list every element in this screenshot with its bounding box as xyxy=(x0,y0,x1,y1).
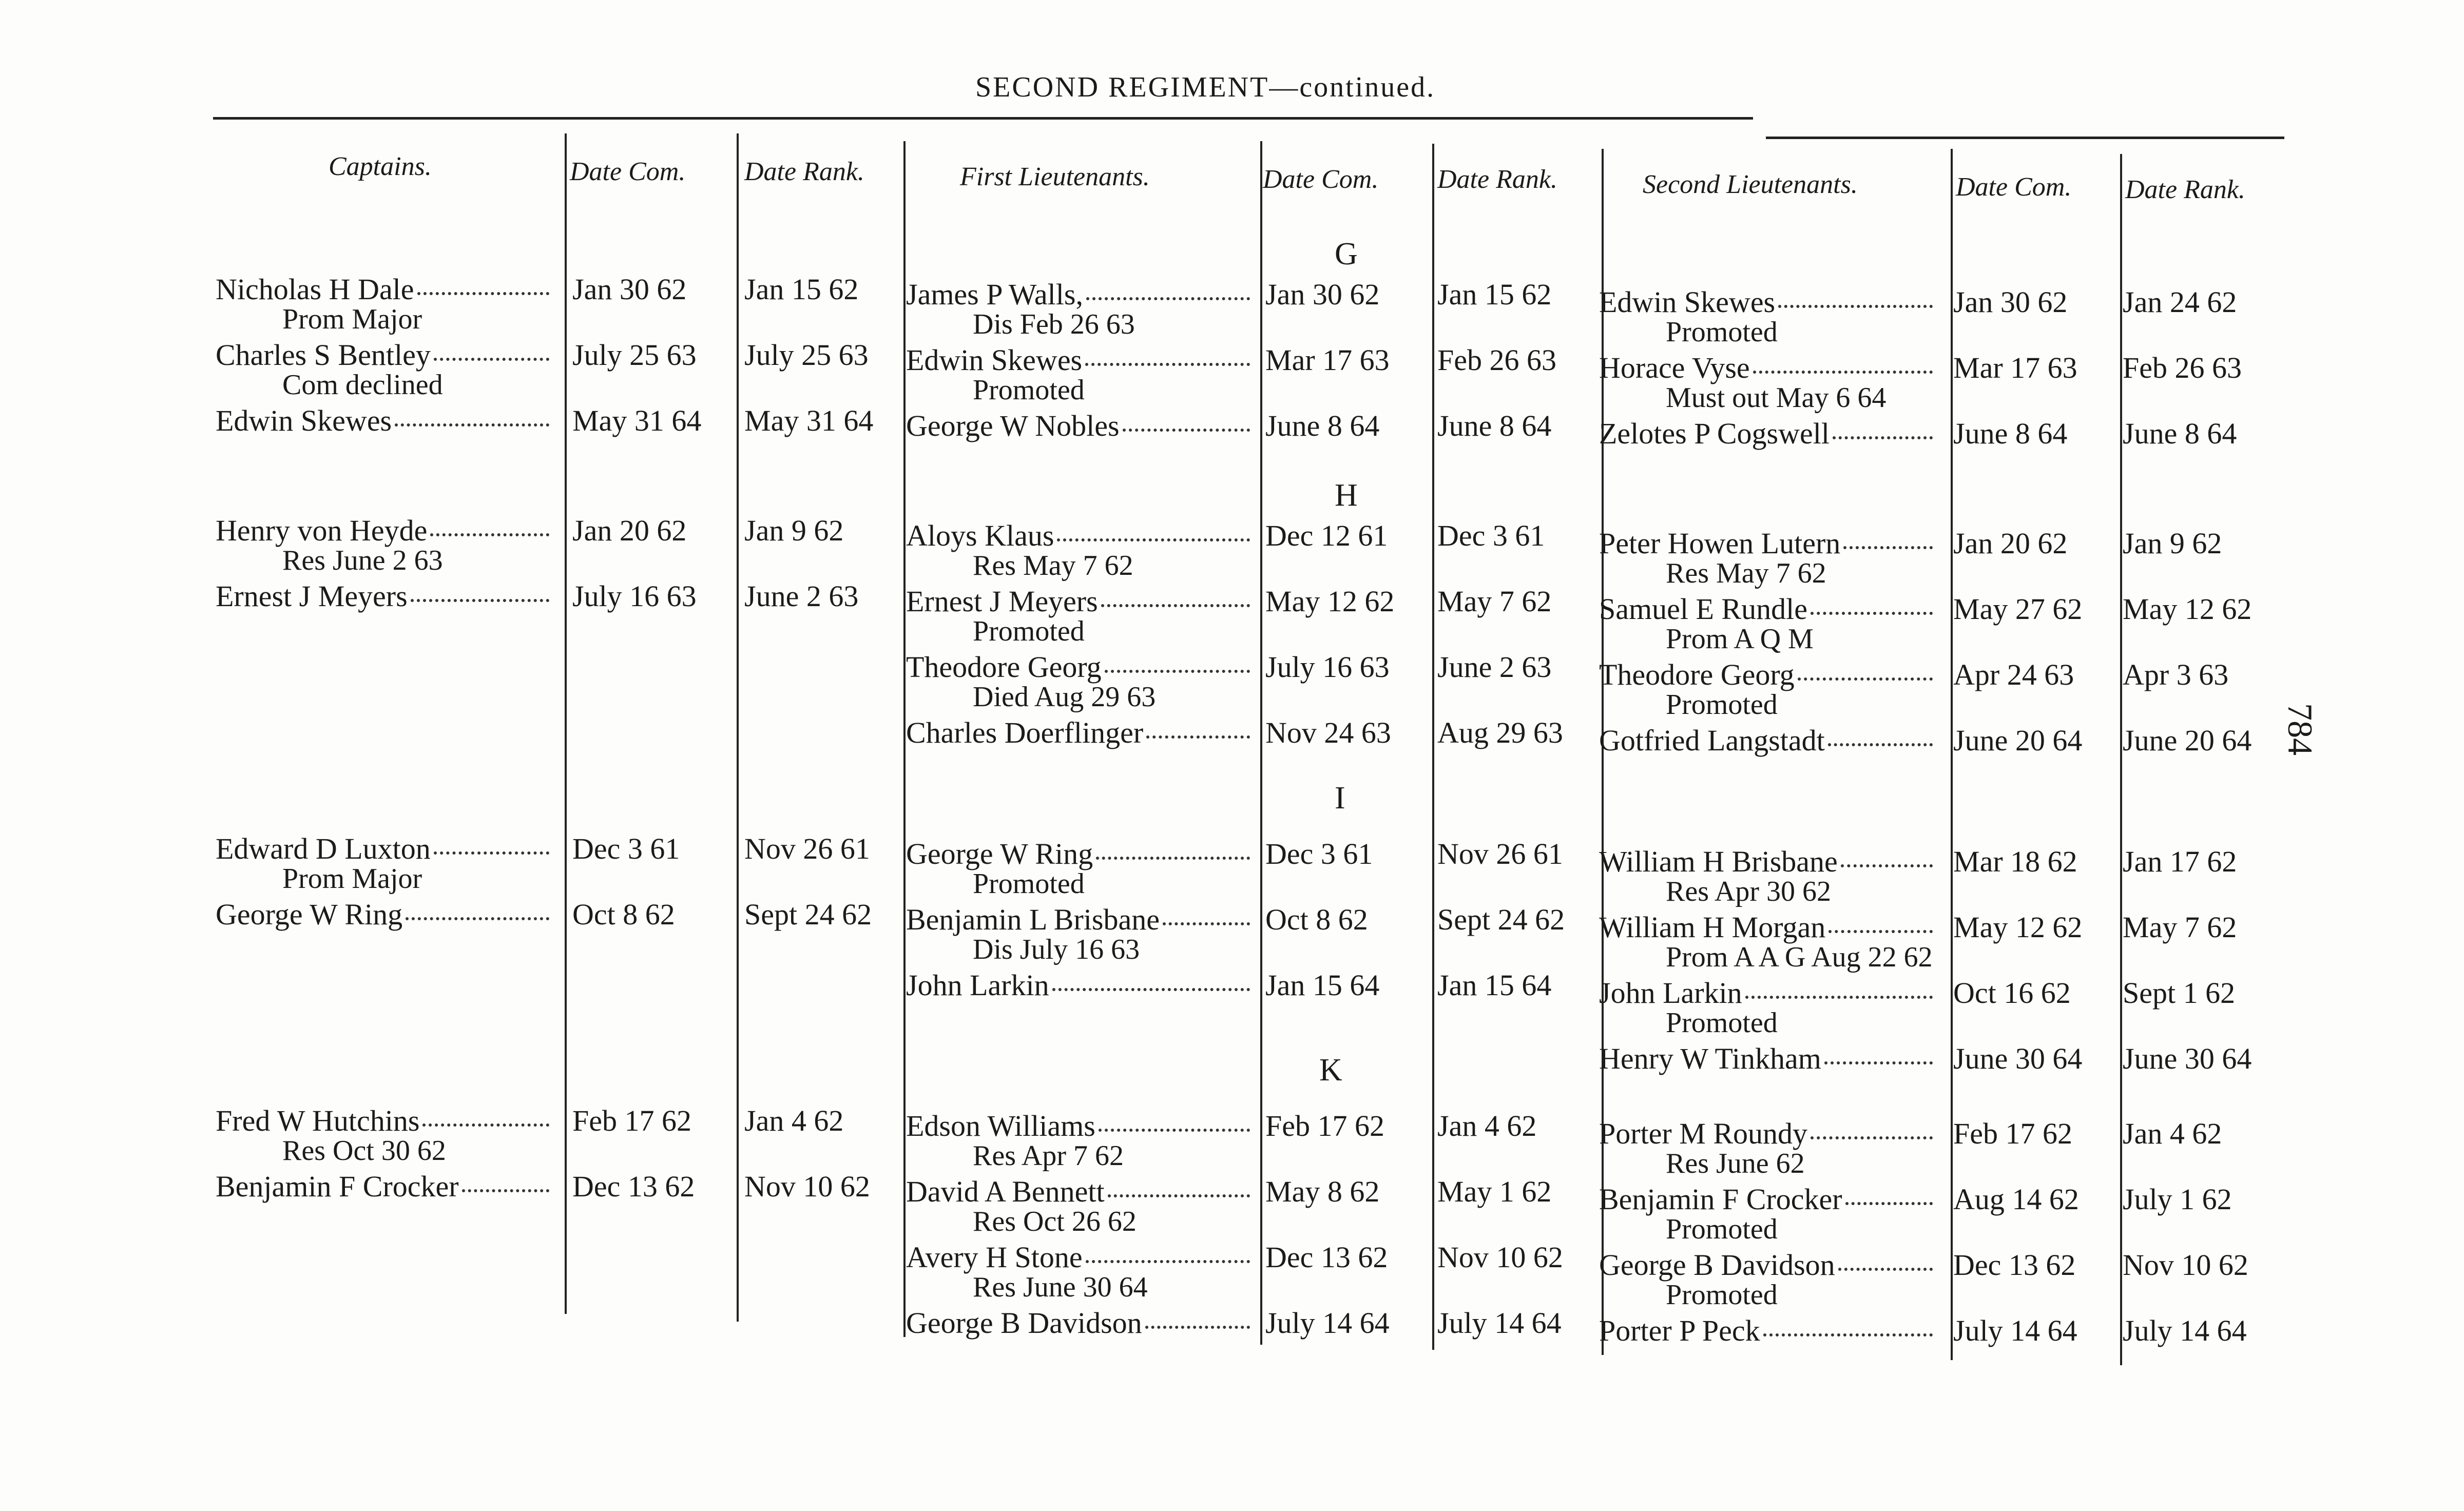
roster-name xyxy=(216,579,549,613)
column-header: First Lieutenants. xyxy=(960,162,1150,191)
date-rank: Sept 1 62 xyxy=(2123,976,2236,1010)
dot-leader xyxy=(1841,864,1933,867)
officer-note: Promoted xyxy=(1666,1279,1778,1311)
officer-name: George W Nobles xyxy=(906,409,1120,442)
roster-name xyxy=(906,518,1250,553)
date-rank: June 2 63 xyxy=(1437,650,1552,684)
dot-leader xyxy=(434,358,549,361)
officer-note: Res May 7 62 xyxy=(1666,557,1826,589)
dot-leader xyxy=(1753,371,1933,374)
dot-leader xyxy=(417,292,549,295)
date-commission: July 14 64 xyxy=(1265,1306,1390,1340)
column-header: Date Com. xyxy=(1263,165,1379,194)
officer-name: Charles S Bentley xyxy=(216,338,431,372)
officer-note: Prom Major xyxy=(282,863,422,895)
roster-name xyxy=(1599,285,1933,319)
dot-leader xyxy=(1123,429,1250,432)
officer-name: Avery H Stone xyxy=(906,1241,1083,1274)
date-commission: Jan 20 62 xyxy=(1953,527,2068,560)
column-header: Date Com. xyxy=(570,157,686,186)
officer-note: Dis July 16 63 xyxy=(973,934,1140,965)
date-commission: Jan 15 64 xyxy=(1265,968,1380,1002)
column-rule xyxy=(2120,154,2122,1365)
date-rank: Aug 29 63 xyxy=(1437,716,1563,749)
officer-name: George W Ring xyxy=(216,898,403,931)
date-commission: Oct 8 62 xyxy=(1265,903,1368,936)
roster-name xyxy=(906,715,1250,750)
officer-name: John Larkin xyxy=(1599,976,1742,1010)
date-rank: May 12 62 xyxy=(2123,592,2252,626)
date-rank: Jan 9 62 xyxy=(744,514,844,547)
column-header: Date Com. xyxy=(1956,172,2072,202)
officer-name: George B Davidson xyxy=(1599,1248,1835,1282)
date-rank: May 31 64 xyxy=(744,404,874,437)
roster-name xyxy=(216,831,549,866)
date-rank: June 20 64 xyxy=(2123,724,2252,757)
officer-note: Res May 7 62 xyxy=(973,550,1133,582)
officer-note: Promoted xyxy=(1666,689,1778,721)
column-rule xyxy=(565,133,567,1314)
date-commission: July 16 63 xyxy=(572,579,697,613)
date-rank: May 7 62 xyxy=(2123,911,2237,944)
column-header: Date Rank. xyxy=(1437,165,1557,194)
officer-note: Com declined xyxy=(282,369,443,401)
officer-name: David A Bennett xyxy=(906,1175,1105,1208)
roster-name xyxy=(906,409,1250,443)
date-rank: Jan 4 62 xyxy=(744,1104,844,1137)
date-rank: Apr 3 63 xyxy=(2123,658,2229,691)
date-commission: Feb 17 62 xyxy=(1265,1109,1384,1142)
dot-leader xyxy=(1145,1326,1250,1329)
date-commission: Jan 30 62 xyxy=(1953,285,2068,319)
dot-leader xyxy=(1099,1129,1250,1132)
roster-name xyxy=(1599,1313,1933,1348)
dot-leader xyxy=(1811,612,1933,615)
roster-name xyxy=(1599,416,1933,451)
officer-name: George B Davidson xyxy=(906,1306,1142,1340)
dot-leader xyxy=(1108,1194,1250,1197)
officer-name: William H Brisbane xyxy=(1599,845,1838,878)
dot-leader xyxy=(462,1189,549,1192)
date-commission: June 30 64 xyxy=(1953,1042,2083,1075)
roster-name xyxy=(1599,1248,1933,1282)
officer-note: Promoted xyxy=(1666,316,1778,348)
officer-note: Res June 30 64 xyxy=(973,1271,1148,1303)
page-number: 784 xyxy=(2281,703,2320,756)
company-letter: I xyxy=(1335,781,1345,816)
dot-leader xyxy=(1845,1202,1933,1205)
date-commission: June 8 64 xyxy=(1953,417,2068,450)
date-commission: June 8 64 xyxy=(1265,409,1380,442)
officer-name: Ernest J Meyers xyxy=(906,585,1098,618)
date-rank: Nov 10 62 xyxy=(1437,1241,1563,1274)
officer-note: Res June 2 63 xyxy=(282,545,443,576)
roster-name xyxy=(906,1240,1250,1274)
roster-name xyxy=(216,1169,549,1204)
date-rank: Nov 26 61 xyxy=(1437,837,1563,870)
officer-name: John Larkin xyxy=(906,968,1049,1002)
date-rank: Sept 24 62 xyxy=(744,898,872,931)
date-commission: Apr 24 63 xyxy=(1953,658,2074,691)
roster-name xyxy=(1599,910,1933,944)
date-commission: Mar 17 63 xyxy=(1953,351,2077,384)
date-rank: Jan 17 62 xyxy=(2123,845,2237,878)
officer-name: Zelotes P Cogswell xyxy=(1599,417,1830,450)
officer-note: Res Oct 26 62 xyxy=(973,1206,1137,1237)
dot-leader xyxy=(1798,677,1933,681)
dot-leader xyxy=(1824,1061,1933,1064)
dot-leader xyxy=(1843,546,1933,549)
officer-name: Edson Williams xyxy=(906,1109,1095,1142)
date-commission: Jan 30 62 xyxy=(1265,278,1380,311)
date-commission: Oct 8 62 xyxy=(572,898,675,931)
date-rank: Jan 15 62 xyxy=(1437,278,1552,311)
date-commission: July 25 63 xyxy=(572,338,697,372)
dot-leader xyxy=(1101,604,1250,607)
officer-note: Dis Feb 26 63 xyxy=(973,308,1135,340)
column-header: Second Lieutenants. xyxy=(1643,170,1858,199)
date-rank: July 14 64 xyxy=(1437,1306,1562,1340)
date-rank: Dec 3 61 xyxy=(1437,519,1545,552)
roster-name xyxy=(906,343,1250,377)
roster-name xyxy=(1599,1041,1933,1076)
roster-name xyxy=(1599,976,1933,1010)
officer-name: Nicholas H Dale xyxy=(216,273,414,306)
column-header: Date Rank. xyxy=(744,157,864,186)
dot-leader xyxy=(1096,857,1250,860)
date-commission: Dec 3 61 xyxy=(572,832,680,865)
dot-leader xyxy=(1838,1268,1933,1271)
header-top-rule xyxy=(213,117,1753,120)
officer-note: Must out May 6 64 xyxy=(1666,382,1886,414)
roster-name xyxy=(906,837,1250,871)
officer-name: Edwin Skewes xyxy=(216,404,392,437)
dot-leader xyxy=(1052,988,1250,991)
roster-name xyxy=(1599,723,1933,758)
column-header: Date Rank. xyxy=(2125,175,2245,204)
company-letter: G xyxy=(1335,237,1358,272)
date-commission: Mar 17 63 xyxy=(1265,343,1390,377)
officer-name: Gotfried Langstadt xyxy=(1599,724,1825,757)
roster-name xyxy=(906,1174,1250,1209)
officer-name: Benjamin L Brisbane xyxy=(906,903,1160,936)
date-rank: Jan 15 64 xyxy=(1437,968,1552,1002)
company-letter: K xyxy=(1319,1053,1342,1088)
officer-note: Promoted xyxy=(973,868,1085,900)
roster-name xyxy=(216,513,549,548)
officer-name: Benjamin F Crocker xyxy=(1599,1183,1842,1216)
column-header: Captains. xyxy=(329,152,432,181)
date-commission: Mar 18 62 xyxy=(1953,845,2077,878)
date-commission: Dec 13 62 xyxy=(1265,1241,1388,1274)
date-rank: Jan 24 62 xyxy=(2123,285,2237,319)
date-commission: Nov 24 63 xyxy=(1265,716,1391,749)
officer-note: Prom Major xyxy=(282,303,422,335)
dot-leader xyxy=(395,423,549,427)
roster-name xyxy=(1599,844,1933,879)
roster-name xyxy=(906,584,1250,618)
roster-name xyxy=(1599,657,1933,692)
date-rank: June 8 64 xyxy=(2123,417,2237,450)
date-commission: May 27 62 xyxy=(1953,592,2083,626)
officer-note: Prom A A G Aug 22 62 xyxy=(1666,941,1933,973)
date-rank: Jan 4 62 xyxy=(1437,1109,1537,1142)
officer-name: James P Walls, xyxy=(906,278,1083,311)
dot-leader xyxy=(1086,297,1250,300)
officer-name: Porter P Peck xyxy=(1599,1314,1760,1347)
roster-name xyxy=(906,1306,1250,1340)
officer-note: Died Aug 29 63 xyxy=(973,681,1156,713)
date-rank: June 8 64 xyxy=(1437,409,1552,442)
dot-leader xyxy=(1778,305,1933,308)
date-rank: Jan 4 62 xyxy=(2123,1117,2222,1150)
roster-name xyxy=(1599,526,1933,560)
dot-leader xyxy=(1057,538,1250,541)
date-commission: Feb 17 62 xyxy=(572,1104,691,1137)
officer-note: Res Apr 7 62 xyxy=(973,1140,1124,1172)
date-rank: Jan 15 62 xyxy=(744,273,859,306)
officer-name: Peter Howen Lutern xyxy=(1599,527,1841,560)
roster-name xyxy=(216,338,549,372)
officer-name: Ernest J Meyers xyxy=(216,579,408,613)
date-rank: Nov 10 62 xyxy=(2123,1248,2248,1282)
roster-name xyxy=(216,1103,549,1138)
date-commission: May 8 62 xyxy=(1265,1175,1380,1208)
dot-leader xyxy=(1828,930,1933,933)
dot-leader xyxy=(422,1123,549,1127)
date-rank: Feb 26 63 xyxy=(2123,351,2242,384)
date-rank: July 25 63 xyxy=(744,338,869,372)
column-rule xyxy=(1260,141,1262,1345)
date-commission: July 14 64 xyxy=(1953,1314,2077,1347)
officer-name: Theodore Georg xyxy=(1599,658,1795,691)
officer-name: Edwin Skewes xyxy=(906,343,1083,377)
date-commission: Dec 13 62 xyxy=(572,1170,695,1203)
officer-note: Res Apr 30 62 xyxy=(1666,876,1831,907)
officer-name: Horace Vyse xyxy=(1599,351,1750,384)
date-commission: Oct 16 62 xyxy=(1953,976,2071,1010)
officer-name: Henry von Heyde xyxy=(216,514,428,547)
roster-name xyxy=(216,272,549,306)
date-rank: June 2 63 xyxy=(744,579,859,613)
dot-leader xyxy=(1163,922,1250,925)
officer-note: Res June 62 xyxy=(1666,1148,1805,1179)
officer-name: Edward D Luxton xyxy=(216,832,431,865)
dot-leader xyxy=(1833,436,1933,439)
date-commission: Feb 17 62 xyxy=(1953,1117,2072,1150)
date-rank: Nov 10 62 xyxy=(744,1170,870,1203)
officer-note: Res Oct 30 62 xyxy=(282,1135,446,1167)
column-rule xyxy=(1951,149,1953,1360)
date-rank: July 1 62 xyxy=(2123,1183,2232,1216)
dot-leader xyxy=(1811,1136,1933,1139)
officer-name: Charles Doerflinger xyxy=(906,716,1144,749)
date-rank: Feb 26 63 xyxy=(1437,343,1556,377)
officer-name: Porter M Roundy xyxy=(1599,1117,1807,1150)
date-commission: Dec 3 61 xyxy=(1265,837,1373,870)
column-rule xyxy=(737,133,739,1322)
roster-name xyxy=(1599,351,1933,385)
roster-name xyxy=(1599,1116,1933,1151)
date-rank: Sept 24 62 xyxy=(1437,903,1565,936)
dot-leader xyxy=(1745,996,1933,999)
date-commission: June 20 64 xyxy=(1953,724,2083,757)
dot-leader xyxy=(1085,363,1250,366)
officer-note: Promoted xyxy=(1666,1007,1778,1039)
date-rank: May 7 62 xyxy=(1437,585,1552,618)
date-commission: Jan 20 62 xyxy=(572,514,687,547)
dot-leader xyxy=(1763,1333,1933,1336)
officer-name: Theodore Georg xyxy=(906,650,1102,684)
dot-leader xyxy=(430,533,549,536)
column-rule xyxy=(1432,144,1434,1350)
roster-name xyxy=(1599,1182,1933,1216)
officer-note: Promoted xyxy=(973,615,1085,647)
officer-note: Prom A Q M xyxy=(1666,623,1814,655)
dot-leader xyxy=(406,917,549,920)
roster-name xyxy=(906,1109,1250,1143)
officer-name: Henry W Tinkham xyxy=(1599,1042,1821,1075)
date-rank: Jan 9 62 xyxy=(2123,527,2222,560)
date-commission: May 12 62 xyxy=(1265,585,1395,618)
date-rank: May 1 62 xyxy=(1437,1175,1552,1208)
roster-name xyxy=(906,277,1250,312)
date-commission: May 12 62 xyxy=(1953,911,2083,944)
date-rank: Nov 26 61 xyxy=(744,832,870,865)
date-commission: July 16 63 xyxy=(1265,650,1390,684)
dot-leader xyxy=(1105,670,1250,673)
date-commission: Jan 30 62 xyxy=(572,273,687,306)
officer-name: George W Ring xyxy=(906,837,1093,870)
date-commission: Dec 12 61 xyxy=(1265,519,1388,552)
officer-note: Promoted xyxy=(1666,1213,1778,1245)
roster-name xyxy=(906,650,1250,684)
roster-name xyxy=(906,902,1250,937)
officer-name: Benjamin F Crocker xyxy=(216,1170,459,1203)
company-letter: H xyxy=(1335,478,1358,513)
dot-leader xyxy=(1828,743,1933,746)
roster-name xyxy=(216,897,549,932)
date-rank: July 14 64 xyxy=(2123,1314,2247,1347)
officer-name: Samuel E Rundle xyxy=(1599,592,1807,626)
officer-name: Fred W Hutchins xyxy=(216,1104,420,1137)
date-commission: Aug 14 62 xyxy=(1953,1183,2079,1216)
officer-name: Edwin Skewes xyxy=(1599,285,1776,319)
column-rule xyxy=(903,141,906,1337)
officer-note: Promoted xyxy=(973,374,1085,406)
page-title: SECOND REGIMENT—continued. xyxy=(975,71,1436,103)
dot-leader xyxy=(1146,735,1250,739)
roster-name xyxy=(906,968,1250,1002)
officer-name: William H Morgan xyxy=(1599,911,1826,944)
dot-leader xyxy=(411,599,549,602)
date-commission: Dec 13 62 xyxy=(1953,1248,2076,1282)
roster-name xyxy=(216,403,549,438)
roster-name xyxy=(1599,592,1933,626)
officer-name: Aloys Klaus xyxy=(906,519,1054,552)
date-commission: May 31 64 xyxy=(572,404,702,437)
dot-leader xyxy=(1086,1260,1250,1263)
header-top-rule-right xyxy=(1766,137,2284,139)
date-rank: June 30 64 xyxy=(2123,1042,2252,1075)
dot-leader xyxy=(434,851,549,855)
